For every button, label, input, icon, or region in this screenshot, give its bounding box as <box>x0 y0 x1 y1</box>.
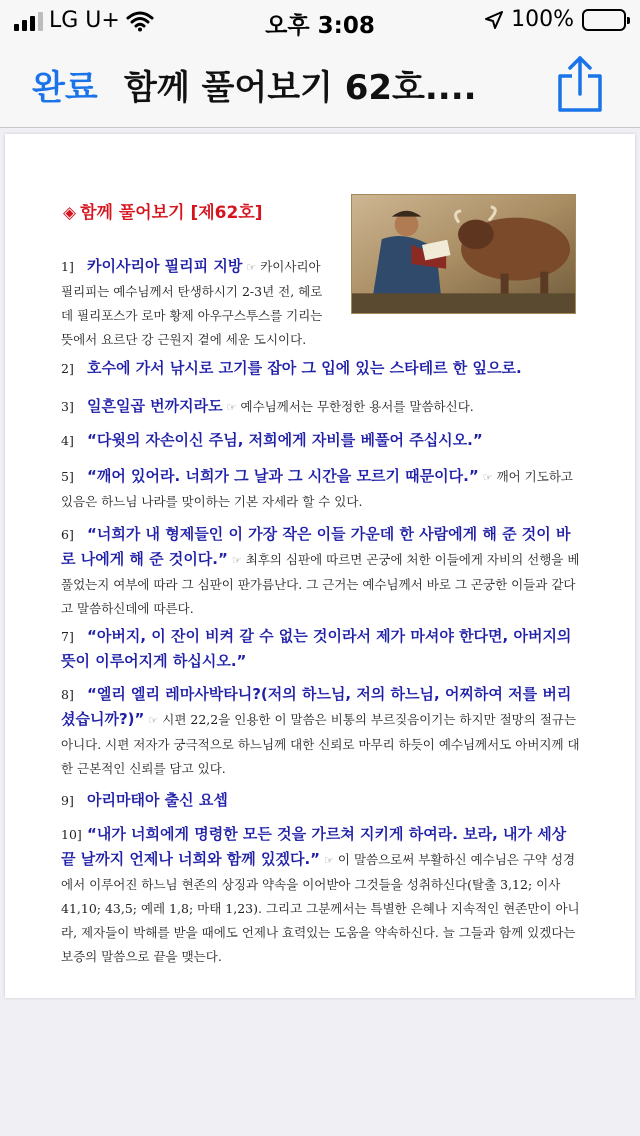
item-heading: “엘리 엘리 레마사박타니?(저의 하느님, 저의 하느님, 어찌하여 저를 버리셨습니까?)” <box>61 685 572 728</box>
item-body: 이 말씀으로써 부활하신 예수님은 구약 성경에서 이루어진 하느님 현존의 상징과 약속을 이어받아 그것들을 성취하신다(탈출 3,12; 이사 41,10; 43,5; 예레 1,8; 마태 1,23). 그리고 그분께서는 특별한 은혜나 지속적인 현존만이 아니라, 제자들이 박해를 받을 때에도 언제나 효력있는 도움을 약속하신다. 늘 그들과 함께 있겠다는 보증의 말씀으로 끝을 맺는다. <box>61 852 580 964</box>
item-body: 카이사리아 필리피는 예수님께서 탄생하시기 2-3년 전, 헤로데 필리포스가 로마 황제 아우구스투스를 기리는 뜻에서 요르단 강 근원지 곁에 세운 도시이다. <box>61 259 323 347</box>
list-item: 5] “깨어 있어라. 너희가 그 날과 그 시간을 모르기 때문이다.” ☞ 깨어 기도하고 있음은 하느님 나라를 맞이하는 기본 자세라 할 수 있다. <box>61 467 573 509</box>
item-heading: 카이사리아 필리피 지방 <box>87 257 243 275</box>
item-heading: “아버지, 이 잔이 비켜 갈 수 없는 것이라서 제가 마셔야 한다면, 아버지의 뜻이 이루어지게 하십시오.” <box>61 627 572 670</box>
share-icon[interactable] <box>552 54 608 114</box>
list-item: 6] “너희가 내 형제들인 이 가장 작은 이들 가운데 한 사람에게 해 준 것이 바로 나에게 해 준 것이다.” ☞ 최후의 심판에 따르면 곤궁에 처한 이들에게 자비의 선행을 베풀었는지 여부에 따라 그 심판이 판가름난다. 그 근거는 예수님께서 바로 그 곤궁한 이들과 같다고 말씀하신데에 따른다. <box>61 525 580 616</box>
battery-icon <box>582 9 626 31</box>
item-heading: “내가 너희에게 명령한 모든 것을 가르쳐 지키게 하여라. 보라, 내가 세상 끝 날까지 언제나 너희와 함께 있겠다.” <box>61 825 567 868</box>
item-heading: 아리마태아 출신 요셉 <box>87 791 228 809</box>
battery-percent: 100% <box>511 7 574 32</box>
item-body: 시편 22,2을 인용한 이 말씀은 비통의 부르짖음이기는 하지만 절망의 절규는 아니다. 시편 저자가 궁극적으로 하느님께 대한 신뢰로 마무리 하듯이 예수님께서도 아버지께 대한 근본적인 신뢰를 담고 있다. <box>61 712 580 776</box>
done-button[interactable]: 완료 <box>32 68 98 108</box>
list-item: 3] 일흔일곱 번까지라도 ☞ 예수님께서는 무한정한 용서를 말씀하신다. <box>61 397 474 415</box>
pointing-hand-icon: ☞ <box>226 401 237 414</box>
status-bar <box>0 0 640 40</box>
painting-image <box>351 194 576 314</box>
item-body: 깨어 기도하고 있음은 하느님 나라를 맞이하는 기본 자세라 할 수 있다. <box>61 469 573 509</box>
pointing-hand-icon: ☞ <box>324 854 334 867</box>
item-body: 최후의 심판에 따르면 곤궁에 처한 이들에게 자비의 선행을 베풀었는지 여부에 따라 그 심판이 판가름난다. 그 근거는 예수님께서 바로 그 곤궁한 이들과 같다고 말씀하신데에 따른다. <box>61 552 580 616</box>
list-item: 1] 카이사리아 필리피 지방 ☞ 카이사리아 필리피는 예수님께서 탄생하시기 2-3년 전, 헤로데 필리포스가 로마 황제 아우구스투스를 기리는 뜻에서 요르단 강 근원지 곁에 세운 도시이다. <box>61 257 323 347</box>
diamond-bullet-icon: ◈ <box>63 203 77 223</box>
location-arrow-icon <box>485 11 503 29</box>
item-heading: “너희가 내 형제들인 이 가장 작은 이들 가운데 한 사람에게 해 준 것이 바로 나에게 해 준 것이다.” <box>61 525 571 568</box>
status-right <box>485 7 626 32</box>
pointing-hand-icon: ☞ <box>246 261 257 274</box>
item-heading: “깨어 있어라. 너희가 그 날과 그 시간을 모르기 때문이다.” <box>87 467 479 485</box>
status-time: 오후 3:08 <box>265 13 375 39</box>
pointing-hand-icon: ☞ <box>482 471 493 484</box>
item-heading: 호수에 가서 낚시로 고기를 잡아 그 입에 있는 스타테르 한 잎으로. <box>87 359 522 377</box>
doc-heading-text: 함께 풀어보기 [제62호] <box>80 203 263 223</box>
item-heading: 일흔일곱 번까지라도 <box>87 397 223 415</box>
navigation-bar <box>0 40 640 128</box>
pointing-hand-icon: ☞ <box>231 554 242 567</box>
item-body: 예수님께서는 무한정한 용서를 말씀하신다. <box>240 399 474 414</box>
list-item: 2] 호수에 가서 낚시로 고기를 잡아 그 입에 있는 스타테르 한 잎으로. <box>61 359 522 377</box>
document-title: 함께 풀어보기 62호.... <box>124 68 477 108</box>
list-item: 7] “아버지, 이 잔이 비켜 갈 수 없는 것이라서 제가 마셔야 한다면, 아버지의 뜻이 이루어지게 하십시오.” <box>61 627 572 670</box>
doc-heading <box>63 198 263 223</box>
pointing-hand-icon: ☞ <box>148 714 159 727</box>
list-item: 9] 아리마태아 출신 요셉 <box>61 791 228 809</box>
list-item: 4] “다윗의 자손이신 주님, 저희에게 자비를 베풀어 주십시오.” <box>61 431 483 449</box>
document-page[interactable] <box>5 134 635 998</box>
list-item: 8] “엘리 엘리 레마사박타니?(저의 하느님, 저의 하느님, 어찌하여 저를 버리셨습니까?)” ☞ 시편 22,2을 인용한 이 말씀은 비통의 부르짖음이기는 하지만 절망의 절규는 아니다. 시편 저자가 궁극적으로 하느님께 대한 신뢰로 마무리 하듯이 예수님께서도 아버지께 대한 근본적인 신뢰를 담고 있다. <box>61 685 580 776</box>
carrier-label: LG U+ <box>49 8 120 33</box>
list-item: 10] “내가 너희에게 명령한 모든 것을 가르쳐 지키게 하여라. 보라, 내가 세상 끝 날까지 언제나 너희와 함께 있겠다.” ☞ 이 말씀으로써 부활하신 예수님은 구약 성경에서 이루어진 하느님 현존의 상징과 약속을 이어받아 그것들을 성취하신다(탈출 3,12; 이사 41,10; 43,5; 예레 1,8; 마태 1,23). 그리고 그분께서는 특별한 은혜나 지속적인 현존만이 아니라, 제자들이 박해를 받을 때에도 언제나 효력있는 도움을 약속하신다. 늘 그들과 함께 있겠다는 보증의 말씀으로 끝을 맺는다. <box>61 825 580 964</box>
item-heading: “다윗의 자손이신 주님, 저희에게 자비를 베풀어 주십시오.” <box>87 431 483 449</box>
